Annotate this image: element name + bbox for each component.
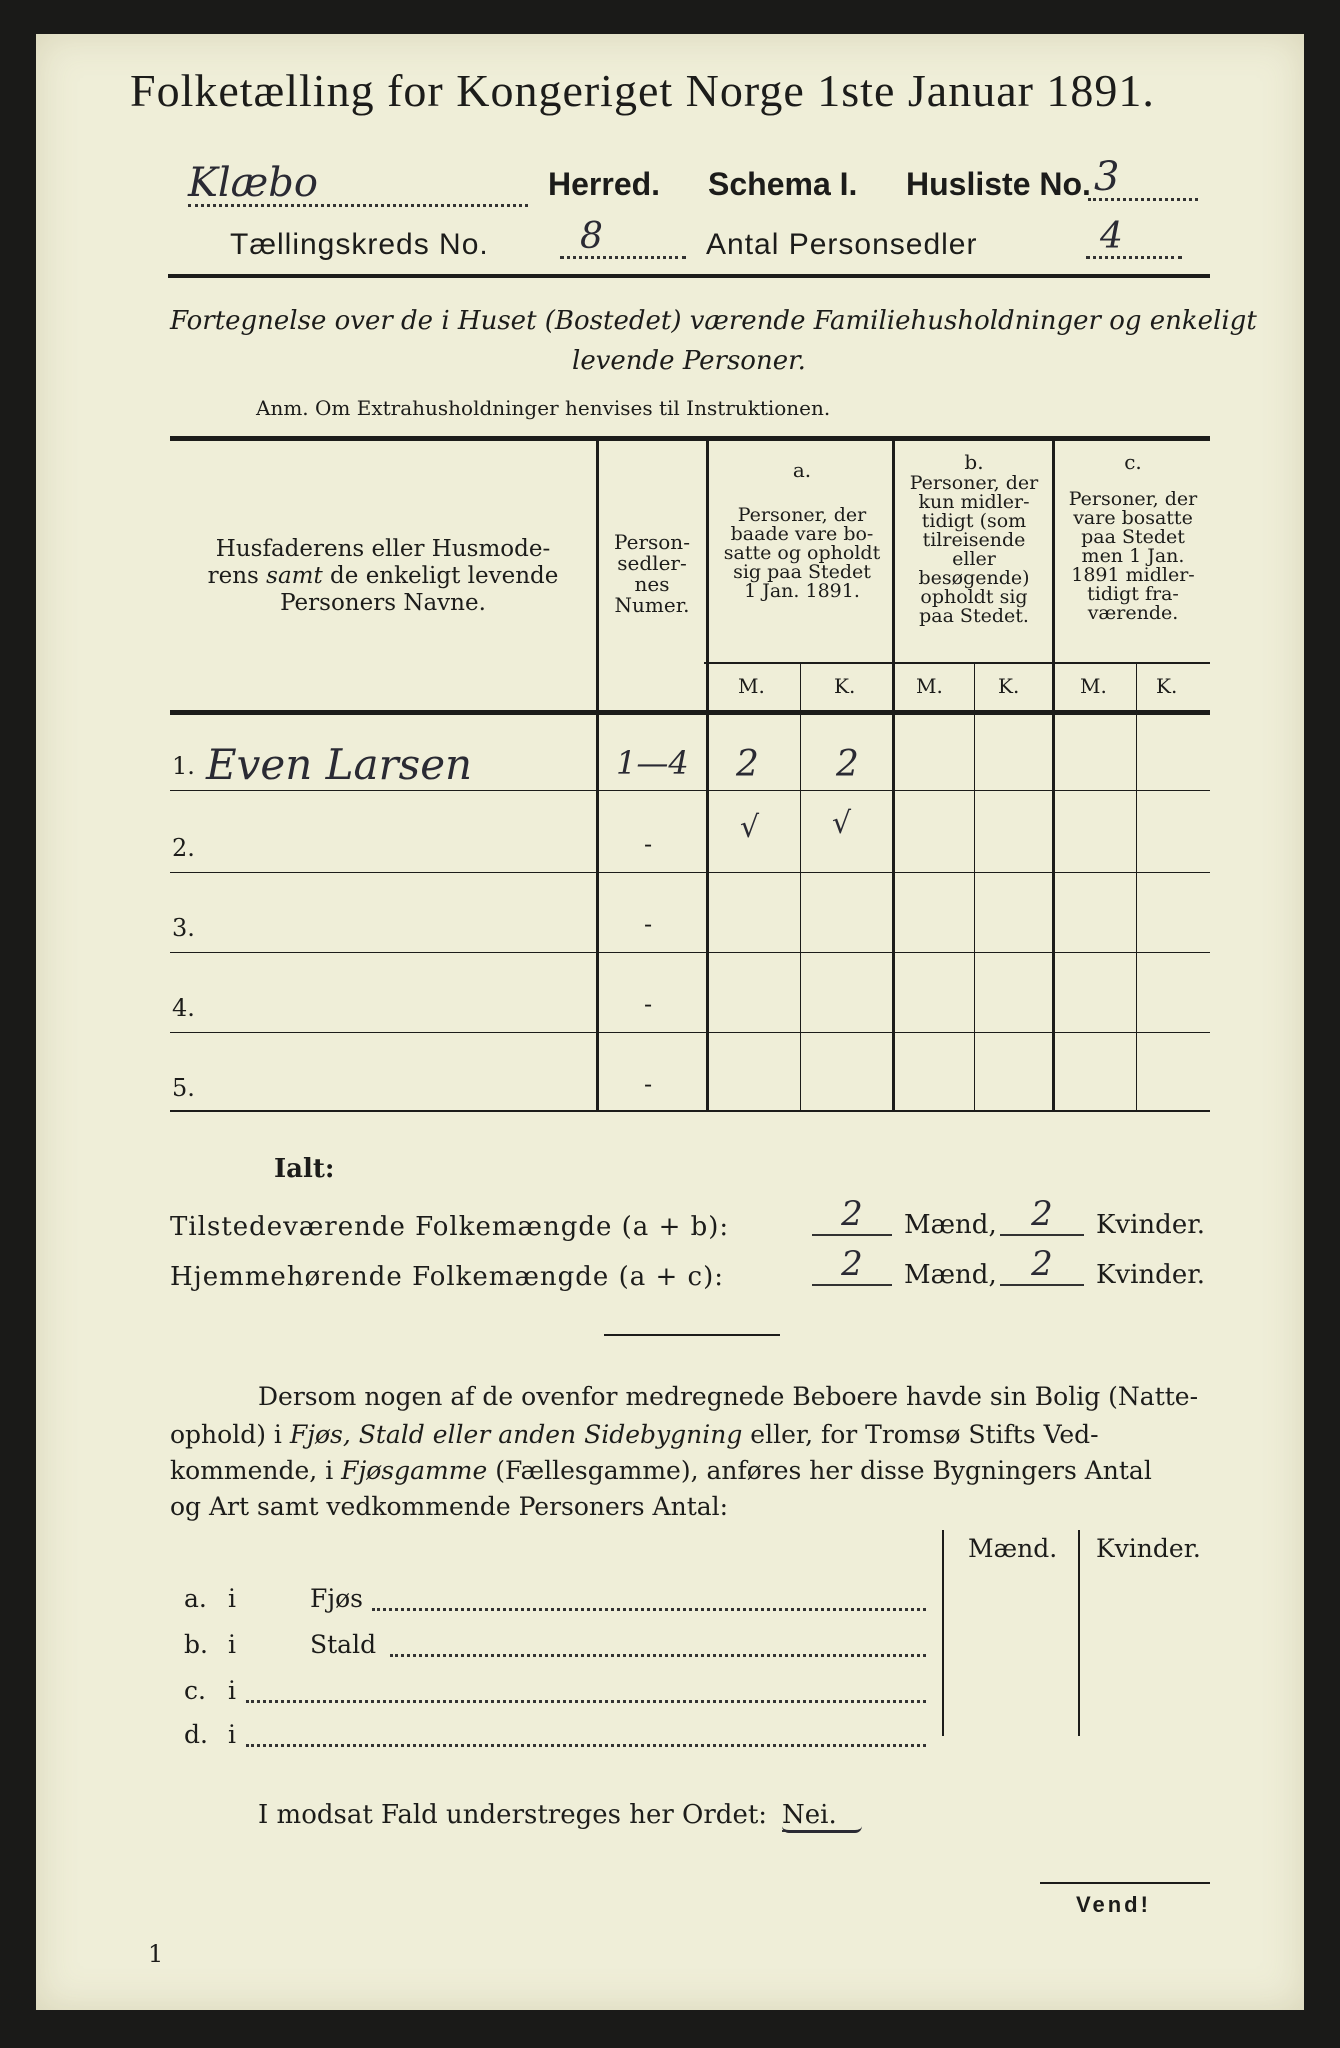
col-header-a-letter: a. xyxy=(792,458,812,482)
vend-label: Vend! xyxy=(1076,1892,1151,1917)
nei-word: Nei. xyxy=(782,1800,837,1830)
modsat-label: I modsat Fald understreges her Ordet: xyxy=(258,1800,768,1830)
separator-rule xyxy=(604,1334,780,1336)
buildings-maend-header: Mænd. xyxy=(968,1534,1058,1563)
para3c: (Fællesgamme), anføres her disse Bygningers Antal xyxy=(487,1456,1152,1485)
hjem-k-value: 2 xyxy=(1000,1244,1084,1286)
page-mark: 1 xyxy=(148,1940,164,1968)
row-a-m: √ xyxy=(740,810,760,845)
col-rule-c-mk xyxy=(1136,664,1137,1110)
row-numer: 1—4 xyxy=(616,744,689,782)
header-rule xyxy=(168,274,1210,278)
building-letter: d. xyxy=(184,1720,208,1749)
buildings-col-rule-1 xyxy=(942,1530,944,1736)
row-line-5 xyxy=(170,1110,1210,1112)
tilst-label: Tilstedeværende Folkemængde (a + b): xyxy=(170,1212,730,1242)
row-number: 5. xyxy=(172,1074,195,1102)
buildings-kvinder-header: Kvinder. xyxy=(1096,1534,1201,1563)
row-numer: - xyxy=(644,990,653,1018)
tilst-m-value: 2 xyxy=(812,1194,892,1236)
ialt-label: Ialt: xyxy=(274,1154,335,1184)
a-k-label: K. xyxy=(834,674,856,698)
tilst-maend: Mænd, xyxy=(904,1210,997,1240)
col-rule-b-mk xyxy=(974,664,975,1110)
building-label: Fjøs xyxy=(310,1584,363,1613)
row-a-m: 2 xyxy=(736,744,759,785)
building-dotted-line xyxy=(372,1586,926,1611)
col-rule-1 xyxy=(596,440,599,1110)
col-header-b-letter: b. xyxy=(964,450,984,474)
row-number: 4. xyxy=(172,994,195,1022)
para3b: Fjøsgamme xyxy=(341,1456,488,1485)
b-k-label: K. xyxy=(998,674,1020,698)
husliste-label: Husliste No. xyxy=(906,166,1091,202)
buildings-para-2 xyxy=(170,1420,1099,1449)
vend-rule xyxy=(1040,1882,1210,1884)
building-label: Stald xyxy=(310,1630,377,1659)
b-m-label: M. xyxy=(916,674,943,698)
row-numer: - xyxy=(644,910,653,938)
buildings-para-1: Dersom nogen af de ovenfor medregnede Beboere havde sin Bolig (Natte- xyxy=(258,1382,1199,1411)
col-rule-2 xyxy=(706,440,709,1110)
row-numer: - xyxy=(644,1070,653,1098)
hjem-kvinder: Kvinder. xyxy=(1096,1260,1206,1290)
para3a: kommende, i xyxy=(170,1456,342,1485)
col-header-c-letter: c. xyxy=(1124,450,1142,474)
building-dotted-line xyxy=(390,1632,926,1657)
row-line-1 xyxy=(170,790,1210,791)
building-i: i xyxy=(228,1720,236,1749)
intro-line1: Fortegnelse over de i Huset (Bostedet) værende Familiehusholdninger og enkeligt xyxy=(170,306,1257,336)
para2c: eller, for Tromsø Stifts Ved- xyxy=(742,1420,1099,1449)
c-k-label: K. xyxy=(1156,674,1178,698)
herred-label: Herred. xyxy=(548,166,661,202)
row-number: 2. xyxy=(172,834,195,862)
kreds-value: 8 xyxy=(560,216,686,259)
col-header-c: Personer, der vare bosatte paa Stedet men 1 Jan. 1891 midler- tidigt fra- værende. xyxy=(1068,488,1198,624)
hjem-maend: Mænd, xyxy=(904,1260,997,1290)
kreds-label: Tællingskreds No. xyxy=(230,228,489,261)
para2a: ophold) i xyxy=(170,1420,290,1449)
col-rule-4 xyxy=(1052,440,1055,1110)
hjem-m-value: 2 xyxy=(812,1244,892,1286)
anm-note: Anm. Om Extrahusholdninger henvises til Instruktionen. xyxy=(256,396,831,420)
hjem-label: Hjemmehørende Folkemængde (a + c): xyxy=(170,1262,724,1292)
intro-line2: levende Personer. xyxy=(572,346,806,376)
building-dotted-line xyxy=(246,1678,926,1703)
building-i: i xyxy=(228,1676,236,1705)
building-i: i xyxy=(228,1630,236,1659)
buildings-para-3 xyxy=(170,1456,1152,1485)
row-line-4 xyxy=(170,1032,1210,1033)
building-letter: b. xyxy=(184,1630,208,1659)
tilst-k-value: 2 xyxy=(1000,1194,1084,1236)
mk-rule xyxy=(704,662,1210,664)
a-m-label: M. xyxy=(738,674,765,698)
c-m-label: M. xyxy=(1080,674,1107,698)
husliste-value: 3 xyxy=(1088,154,1198,201)
col-header-b: Personer, der kun midler- tidigt (som tilreisende eller besøgende) opholdt sig paa Stedet. xyxy=(909,472,1039,627)
col-header-names: Husfaderens eller Husmode- rens samt de enkeligt levende Personers Navne. xyxy=(207,536,559,616)
herred-value: Klæbo xyxy=(188,160,528,207)
row-a-k: √ xyxy=(832,806,852,841)
row-line-3 xyxy=(170,952,1210,953)
building-letter: c. xyxy=(184,1676,206,1705)
row-a-k: 2 xyxy=(836,744,859,785)
row-line-2 xyxy=(170,872,1210,873)
row-number: 1. xyxy=(172,752,195,780)
col-header-a: Personer, der baade vare bo- satte og opholdt sig paa Stedet 1 Jan. 1891. xyxy=(723,504,881,602)
tilst-kvinder: Kvinder. xyxy=(1096,1210,1206,1240)
buildings-col-rule-2 xyxy=(1078,1530,1080,1736)
building-dotted-line xyxy=(246,1722,926,1747)
nei-handwritten-underline xyxy=(782,1826,862,1833)
antal-label: Antal Personsedler xyxy=(706,228,978,261)
para2b: Fjøs, Stald eller anden Sidebygning xyxy=(289,1420,743,1449)
col-header-numer: Person- sedler- nes Numer. xyxy=(614,530,690,617)
row-numer: - xyxy=(644,830,653,858)
building-letter: a. xyxy=(184,1584,207,1613)
building-i: i xyxy=(228,1584,236,1613)
antal-value: 4 xyxy=(1086,216,1182,259)
row-number: 3. xyxy=(172,914,195,942)
form-title: Folketælling for Kongeriget Norge 1ste Januar 1891. xyxy=(130,65,1155,116)
col-rule-3 xyxy=(892,440,895,1110)
col-rule-a-mk xyxy=(800,664,801,1110)
schema-label: Schema I. xyxy=(708,166,858,202)
row-name: Even Larsen xyxy=(206,740,473,789)
buildings-para-4: og Art samt vedkommende Personers Antal: xyxy=(170,1492,729,1521)
